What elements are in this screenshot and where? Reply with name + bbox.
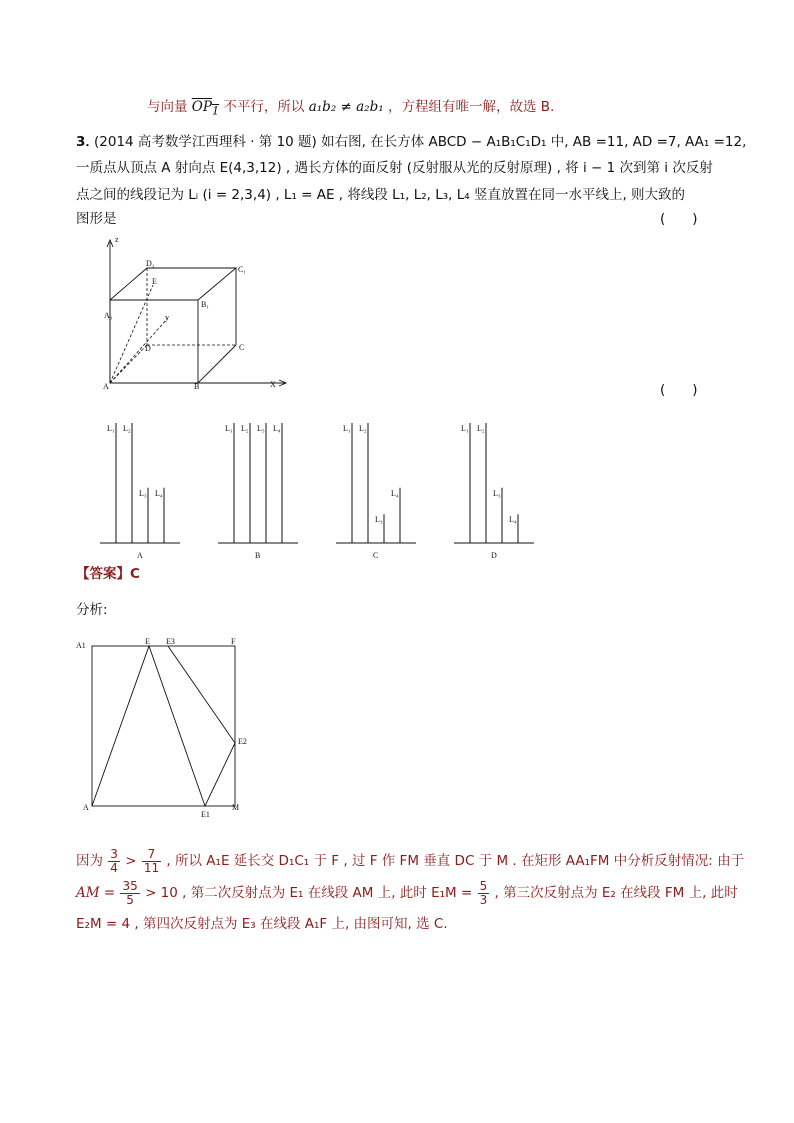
answer-paren-2: ( ) — [660, 382, 698, 398]
rect-label-e2: E2 — [238, 737, 247, 746]
frac2-den: 11 — [143, 860, 160, 875]
prev-prefix: 与向量 — [147, 99, 188, 115]
vector-op-sub: 1 — [211, 104, 220, 118]
option-c-bar-label-1: L₁ — [343, 424, 351, 433]
option-b-bar-label-3: L₃ — [257, 424, 265, 433]
option-d-bar-label-1: L₁ — [461, 424, 469, 433]
prev-inequality: a₁b₂ ≠ a₂b₁ — [308, 99, 384, 115]
problem-number: 3． — [76, 134, 99, 150]
option-a-bar-label-3: L₃ — [139, 488, 147, 498]
reflection-path — [92, 646, 235, 806]
problem-line-1: (2014 高考数学江西理科 · 第 10 题) 如右图, 在长方体 ABCD − A₁B₁C₁D₁ 中, AB =11, AD =7, AA₁ =12, — [94, 134, 747, 150]
solution-line-1 — [76, 846, 744, 876]
problem-line-4: 图形是 — [76, 211, 117, 227]
solution-s2-mid: > 10 , 第二次反射点为 E₁ 在线段 AM 上, 此时 E₁M = — [145, 885, 473, 901]
label-z: z — [115, 235, 119, 244]
solution-s2-post: , 第三次反射点为 E₂ 在线段 FM 上, 此时 — [494, 885, 738, 901]
problem-line-2: 一质点从顶点 A 射向点 E(4,3,12) , 遇长方体的面反射 (反射服从光的反射原理) , 将 i − 1 次到第 i 次反射 — [76, 160, 713, 176]
label-e: E — [152, 277, 157, 286]
frac4-num: 5 — [479, 878, 488, 893]
option-b-bar-label-4: L₄ — [273, 424, 281, 433]
answer-value: C — [130, 566, 140, 582]
label-x: X — [270, 380, 276, 389]
prev-middle: 不平行，所以 — [223, 99, 305, 115]
vector-op — [191, 99, 220, 118]
option-d-bar-label-2: L₂ — [477, 424, 485, 433]
analysis-title: 分析: — [76, 602, 108, 618]
problem-line-3: 点之间的线段记为 Lᵢ (i = 2,3,4) , L₁ = AE , 将线段 L₁, L₂, L₃, L₄ 竖直放置在同一水平线上, 则大致的 — [76, 187, 686, 203]
frac3-num: 35 — [122, 878, 138, 893]
rect-label-e1: E1 — [201, 810, 210, 819]
fraction-35-5 — [120, 880, 139, 907]
option-d-bar-label-4: L₄ — [509, 515, 517, 525]
option-d-bar-label-3: L₃ — [493, 488, 501, 498]
label-y: y — [165, 313, 169, 322]
frac1-num: 3 — [110, 846, 118, 861]
option-c-bar-label-3: L₃ — [375, 515, 383, 525]
options-figure — [90, 400, 517, 565]
prev-suffix: ，方程组有唯一解，故选 B. — [387, 99, 555, 115]
option-a-bar-label-4: L₄ — [155, 488, 163, 498]
frac4-den: 3 — [479, 892, 488, 907]
label-c1: C₁ — [238, 265, 247, 274]
option-a-bar-label-2: L₂ — [123, 424, 131, 433]
answer-paren-1: ( ) — [660, 211, 698, 227]
fraction-5-3 — [478, 880, 490, 907]
fraction-3-4 — [108, 848, 120, 875]
label-c: C — [239, 343, 245, 352]
solution-s1-pre: 因为 — [76, 853, 103, 869]
option-c-letter: C — [373, 551, 379, 560]
option-b-bar-label-2: L₂ — [241, 424, 249, 433]
rect-label-f: F — [231, 637, 236, 646]
front-face — [110, 300, 198, 383]
solution-line-3: E₂M = 4 , 第四次反射点为 E₃ 在线段 A₁F 上, 由图可知, 选 C. — [76, 916, 448, 932]
solution-s1-post: , 所以 A₁E 延长交 D₁C₁ 于 F , 过 F 作 FM 垂直 DC 于 M . 在矩形 AA₁FM 中分析反射情况: 由于 — [166, 853, 745, 869]
vector-op-name: OP — [191, 99, 212, 115]
label-a: A — [103, 382, 109, 391]
answer-line — [76, 562, 140, 586]
edge-b-c — [198, 345, 236, 383]
frac2-num: 7 — [142, 848, 161, 862]
fraction-7-11 — [142, 848, 161, 875]
label-a1: A₁ — [104, 311, 113, 320]
greater-than: > — [125, 853, 137, 869]
rect-label-a: A — [83, 803, 89, 812]
rectangle-aa1fm — [92, 646, 235, 806]
label-d: D — [145, 344, 151, 353]
option-a-letter: A — [137, 551, 143, 560]
rectangle-figure — [72, 636, 262, 821]
rect-label-m: M — [232, 803, 240, 812]
option-a-bar-label-1: L₁ — [107, 424, 115, 433]
frac1-den: 4 — [110, 860, 118, 875]
rect-label-a1: A1 — [76, 641, 86, 650]
cuboid-figure — [90, 230, 300, 395]
option-c-bar-label-4: L₄ — [391, 488, 399, 498]
rect-label-e3: E3 — [166, 637, 175, 646]
label-b1: B₁ — [201, 300, 210, 309]
previous-answer-line — [147, 95, 554, 124]
solution-s2-pre: AM = — [76, 885, 116, 901]
answer-label: 【答案】 — [76, 566, 130, 582]
option-b-bar-label-1: L₁ — [225, 424, 233, 433]
top-face-edges — [110, 268, 236, 300]
y-axis — [110, 318, 168, 383]
rect-label-e: E — [145, 637, 150, 646]
option-d-letter: D — [491, 551, 497, 560]
frac3-den: 5 — [126, 892, 134, 907]
option-c-bar-label-2: L₂ — [359, 424, 367, 433]
label-b: B — [194, 382, 200, 391]
option-b-letter: B — [255, 551, 261, 560]
label-d1: D₁ — [146, 259, 155, 268]
solution-line-2 — [76, 878, 738, 908]
